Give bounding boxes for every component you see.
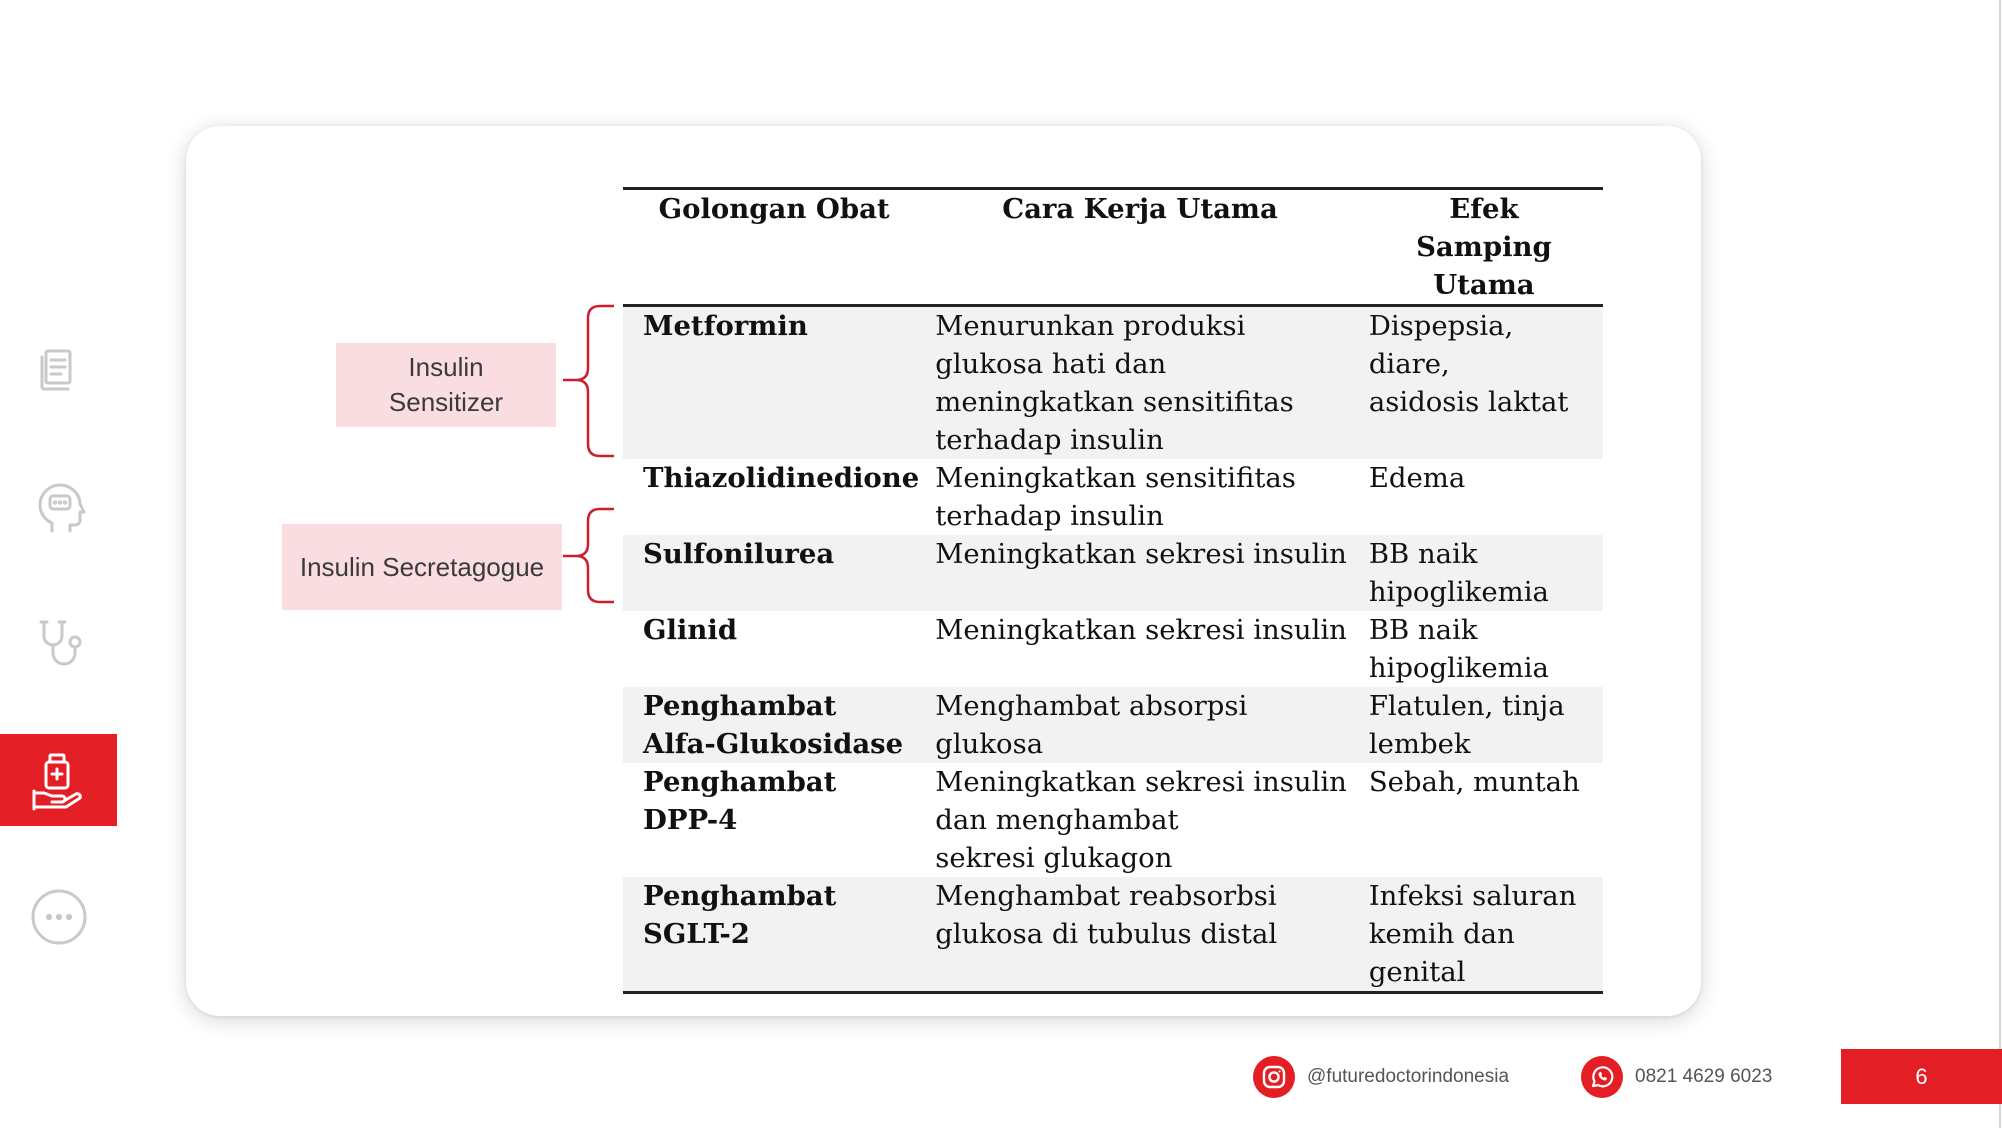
action-cell [925,306,1355,460]
drug-name-line: Penghambat [643,766,837,798]
side-effect-cell [1355,611,1603,687]
action-line: Meningkatkan sekresi insulin [935,614,1347,646]
table-row [623,763,1603,877]
insulin-sensitizer-line-2: Sensitizer [388,387,504,417]
slide-edge-line [1999,0,2001,1128]
drug-name-line: DPP-4 [643,804,738,836]
stethoscope-icon[interactable] [30,614,88,672]
instagram-icon [1253,1056,1295,1098]
side-effect-line: Sebah, muntah [1368,766,1580,798]
action-cell [925,611,1355,687]
drug-name-line: Sulfonilurea [643,538,835,570]
drug-name-line: SGLT-2 [643,918,750,950]
instagram-handle: @futuredoctorindonesia [1307,1066,1510,1087]
table-row [623,877,1603,993]
table-row [623,459,1603,535]
whatsapp-contact[interactable] [1581,1055,1772,1099]
drug-name-cell [623,535,925,611]
medicine-hand-icon[interactable] [0,734,117,826]
insulin-secretagogue-label [282,524,562,610]
drug-name-cell [623,687,925,763]
drug-name-cell [623,459,925,535]
action-cell [925,459,1355,535]
action-line: sekresi glukagon [935,842,1173,874]
phone-number: 0821 4629 6023 [1635,1066,1773,1087]
insulin-sensitizer-line-1: Insulin [408,352,484,382]
insulin-sensitizer-label [336,343,556,427]
action-line: Meningkatkan sekresi insulin [935,766,1347,798]
page-number-badge [1841,1049,2002,1104]
side-effect-cell [1355,877,1603,993]
action-line: glukosa hati dan [935,348,1167,380]
action-line: Meningkatkan sensitifitas [935,462,1296,494]
drug-name-line: Metformin [643,310,808,342]
table-header-row [623,189,1603,306]
drug-name-line: Thiazolidinedione [643,462,920,494]
action-cell [925,687,1355,763]
side-effect-cell [1355,459,1603,535]
side-effect-cell [1355,763,1603,877]
drug-name-line: Glinid [643,614,738,646]
action-line: meningkatkan sensitifitas [935,386,1294,418]
table-row [623,306,1603,460]
drug-classes-table [623,187,1603,994]
document-icon[interactable] [30,341,88,399]
side-effect-line: asidosis laktat [1368,386,1569,418]
whatsapp-icon [1581,1056,1623,1098]
action-cell [925,535,1355,611]
action-line: glukosa di tubulus distal [935,918,1278,950]
action-cell [925,763,1355,877]
action-line: terhadap insulin [935,424,1164,456]
side-effect-line: kemih dan [1368,918,1515,950]
side-effect-line: hipoglikemia [1368,652,1549,684]
action-line: Meningkatkan sekresi insulin [935,538,1347,570]
side-effect-cell [1355,687,1603,763]
table-row [623,535,1603,611]
side-effect-line: genital [1368,956,1466,988]
more-icon[interactable] [30,888,88,946]
instagram-contact[interactable] [1253,1055,1509,1099]
side-effect-line: Infeksi saluran [1368,880,1577,912]
action-cell [925,877,1355,993]
side-effect-cell [1355,306,1603,460]
side-effect-line: Flatulen, tinja [1368,690,1565,722]
side-effect-line: diare, [1368,348,1450,380]
action-line: Menghambat reabsorbsi [935,880,1277,912]
action-line: Menurunkan produksi [935,310,1246,342]
side-effect-cell [1355,535,1603,611]
drug-name-cell [623,877,925,993]
side-effect-line: Edema [1368,462,1466,494]
action-line: glukosa [935,728,1044,760]
insulin-secretagogue-text: Insulin Secretagogue [299,551,545,582]
page-number: 6 [1915,1063,1928,1089]
header-cara-kerja: Cara Kerja Utama [925,189,1355,306]
header-efek-samping: Efek Samping Utama [1355,189,1603,306]
drug-name-line: Penghambat [643,880,837,912]
drug-name-cell [623,306,925,460]
action-line: dan menghambat [935,804,1179,836]
drug-name-line: Alfa-Glukosidase [643,728,904,760]
action-line: terhadap insulin [935,500,1164,532]
side-effect-line: lembek [1368,728,1471,760]
header-golongan-obat: Golongan Obat [623,189,925,306]
drug-name-cell [623,763,925,877]
table-row [623,687,1603,763]
side-effect-line: Dispepsia, [1368,310,1514,342]
action-line: Menghambat absorpsi [935,690,1248,722]
drug-name-line: Penghambat [643,690,837,722]
side-effect-line: BB naik [1368,614,1478,646]
drug-name-cell [623,611,925,687]
table-row [623,611,1603,687]
side-effect-line: hipoglikemia [1368,576,1549,608]
side-effect-line: BB naik [1368,538,1478,570]
head-chat-icon[interactable] [30,477,88,535]
